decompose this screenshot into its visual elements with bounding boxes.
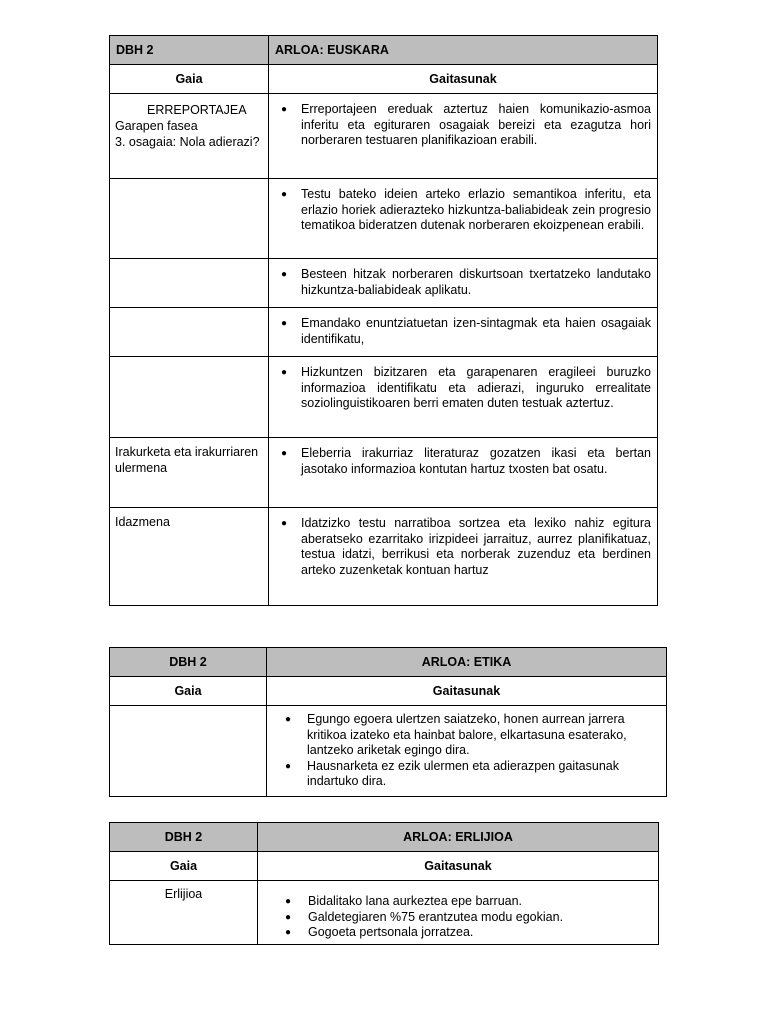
- table-row: [110, 508, 658, 606]
- euskara-gaitasunak-cell: [269, 357, 658, 438]
- table-row: [110, 179, 658, 259]
- euskara-gaia-cell: [110, 357, 269, 438]
- list-item: ● Galdetegiaren %75 erantzutea modu egokian.: [258, 910, 658, 926]
- etika-level-header: DBH 2: [110, 648, 267, 677]
- etika-gaitasunak-header: Gaitasunak: [267, 677, 667, 706]
- gaia-phase: Garapen fasea: [115, 119, 198, 133]
- etika-area-header: ARLOA: ETIKA: [267, 648, 667, 677]
- table-row: [110, 438, 658, 508]
- erlijioa-gaia-cell: Erlijioa: [110, 881, 258, 945]
- list-item: ● Hausnarketa ez ezik ulermen eta adierazpen gaitasunak indartuko dira.: [267, 759, 666, 790]
- erlijioa-gaitasunak-cell: [258, 881, 659, 945]
- euskara-gaia-cell: [110, 259, 269, 308]
- euskara-gaitasunak-cell: [269, 308, 658, 357]
- euskara-gaitasunak-cell: [269, 508, 658, 606]
- euskara-area-header: ARLOA: EUSKARA: [269, 36, 658, 65]
- euskara-gaia-header: Gaia: [110, 65, 269, 94]
- erlijioa-area-header: ARLOA: ERLIJIOA: [258, 823, 659, 852]
- table-row: [110, 357, 658, 438]
- list-item: ● Erreportajeen ereduak aztertuz haien komunikazio-asmoa inferitu eta egituraren osagaiak bereizi eta ezagutza hori norberaren testuaren planifikazioan erabili.: [269, 102, 657, 149]
- etika-table: [109, 647, 667, 797]
- euskara-gaia-cell: [110, 308, 269, 357]
- list-item: ● Bidalitako lana aurkeztea epe barruan.: [258, 894, 658, 910]
- erlijioa-gaia-header: Gaia: [110, 852, 258, 881]
- table-row: [110, 308, 658, 357]
- erlijioa-table: [109, 822, 659, 945]
- euskara-gaia-cell: [110, 94, 269, 179]
- euskara-gaia-cell: Irakurketa eta irakurriaren ulermena: [110, 438, 269, 508]
- gaia-component: 3. osagaia: Nola adierazi?: [115, 135, 260, 149]
- list-item: ● Besteen hitzak norberaren diskurtsoan txertatzeko landutako hizkuntza-baliabideak aplikatu.: [269, 267, 657, 298]
- euskara-gaia-cell: [110, 179, 269, 259]
- table-row: [110, 706, 667, 797]
- euskara-gaitasunak-cell: [269, 94, 658, 179]
- etika-gaia-cell: [110, 706, 267, 797]
- etika-gaia-header: Gaia: [110, 677, 267, 706]
- etika-gaitasunak-cell: [267, 706, 667, 797]
- table-row: [110, 94, 658, 179]
- gaia-title: ERREPORTAJEA: [147, 103, 247, 117]
- euskara-gaitasunak-header: Gaitasunak: [269, 65, 658, 94]
- erlijioa-level-header: DBH 2: [110, 823, 258, 852]
- euskara-level-header: DBH 2: [110, 36, 269, 65]
- euskara-gaia-cell: Idazmena: [110, 508, 269, 606]
- list-item: ● Testu bateko ideien arteko erlazio semantikoa inferitu, eta erlazio horiek adierazteko hizkuntza-baliabideak zein progresio tematikoa bideratzen dutenak norberaren ekoizpenean erabili.: [269, 187, 657, 234]
- euskara-table: [109, 35, 658, 606]
- list-item: ● Emandako enuntziatuetan izen-sintagmak eta haien osagaiak identifikatu,: [269, 316, 657, 347]
- list-item: ● Eleberria irakurriaz literaturaz gozatzen ikasi eta bertan jasotako informazioa kontutan hartuz txosten bat osatu.: [269, 446, 657, 477]
- erlijioa-gaitasunak-header: Gaitasunak: [258, 852, 659, 881]
- table-row: [110, 881, 659, 945]
- list-item: ● Hizkuntzen bizitzaren eta garapenaren eragileei buruzko informazioa identifikatu eta adierazi, inguruko errealitate soziolinguistikoaren berri ematen duten testuak aztertuz.: [269, 365, 657, 412]
- list-item: ● Gogoeta pertsonala jorratzea.: [258, 925, 658, 941]
- euskara-gaitasunak-cell: [269, 438, 658, 508]
- euskara-gaitasunak-cell: [269, 259, 658, 308]
- table-row: [110, 259, 658, 308]
- euskara-gaitasunak-cell: [269, 179, 658, 259]
- list-item: ● Idatzizko testu narratiboa sortzea eta lexiko nahiz egitura aberatseko ezarritako irizpideei jarraituz, aurrez planifikatuaz, testua idatzi, berrikusi eta norberak zuzenduz eta berdinen arteko zuzenketak kontuan hartuz: [269, 516, 657, 578]
- list-item: ● Egungo egoera ulertzen saiatzeko, honen aurrean jarrera kritikoa izateko eta hainbat balore, elkartasuna esaterako, lantzeko ariketak egingo dira.: [267, 712, 666, 759]
